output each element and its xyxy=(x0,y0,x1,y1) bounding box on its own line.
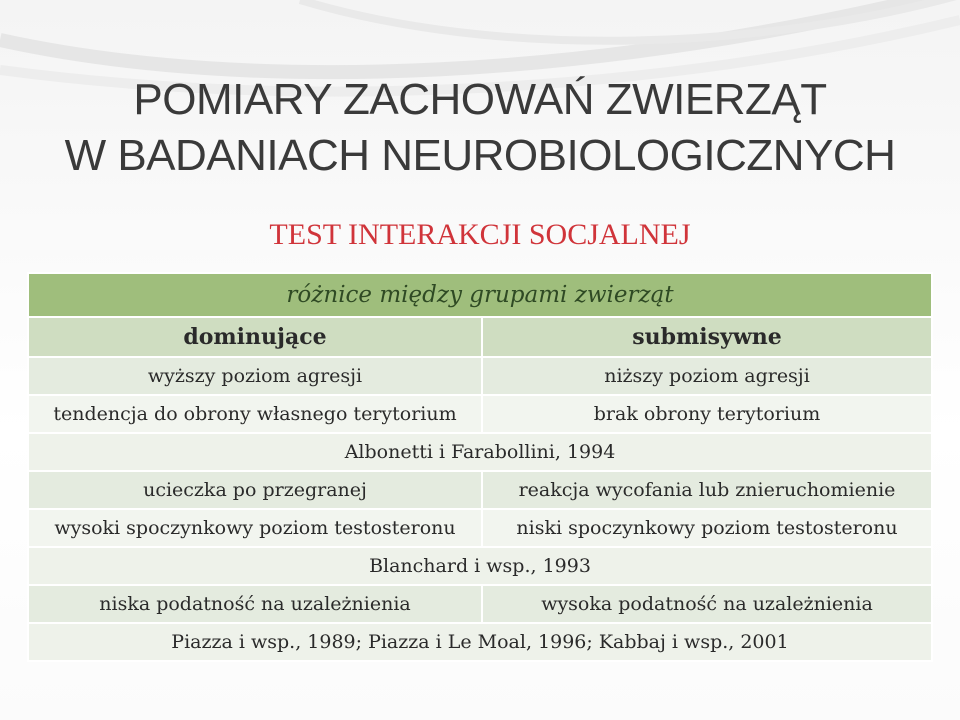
comparison-table xyxy=(27,272,933,662)
submissive-cell: niski spoczynkowy poziom testosteronu xyxy=(482,509,932,547)
page-title-line-1: POMIARY ZACHOWAŃ ZWIERZĄT xyxy=(133,75,827,124)
dominant-cell: tendencja do obrony własnego terytorium xyxy=(28,395,482,433)
column-header-dominant: dominujące xyxy=(28,317,482,357)
column-header-submissive: submisywne xyxy=(482,317,932,357)
table-row xyxy=(28,395,932,433)
dominant-cell: wysoki spoczynkowy poziom testosteronu xyxy=(28,509,482,547)
submissive-cell: wysoka podatność na uzależnienia xyxy=(482,585,932,623)
citation: Piazza i wsp., 1989; Piazza i Le Moal, 1996; Kabbaj i wsp., 2001 xyxy=(28,623,932,661)
citation-row xyxy=(28,433,932,471)
citation: Albonetti i Farabollini, 1994 xyxy=(28,433,932,471)
section-subtitle: TEST INTERAKCJI SOCJALNEJ xyxy=(269,218,691,251)
table-column-headers xyxy=(28,317,932,357)
table-header-row xyxy=(28,273,932,317)
page-title-line-2: W BADANIACH NEUROBIOLOGICZNYCH xyxy=(64,131,896,180)
citation-row xyxy=(28,623,932,661)
dominant-cell: niska podatność na uzależnienia xyxy=(28,585,482,623)
submissive-cell: niższy poziom agresji xyxy=(482,357,932,395)
citation: Blanchard i wsp., 1993 xyxy=(28,547,932,585)
table-row xyxy=(28,471,932,509)
submissive-cell: brak obrony terytorium xyxy=(482,395,932,433)
table-row xyxy=(28,357,932,395)
submissive-cell: reakcja wycofania lub znieruchomienie xyxy=(482,471,932,509)
table-row xyxy=(28,509,932,547)
citation-row xyxy=(28,547,932,585)
dominant-cell: wyższy poziom agresji xyxy=(28,357,482,395)
table-row xyxy=(28,585,932,623)
table-header: różnice między grupami zwierząt xyxy=(28,273,932,317)
dominant-cell: ucieczka po przegranej xyxy=(28,471,482,509)
